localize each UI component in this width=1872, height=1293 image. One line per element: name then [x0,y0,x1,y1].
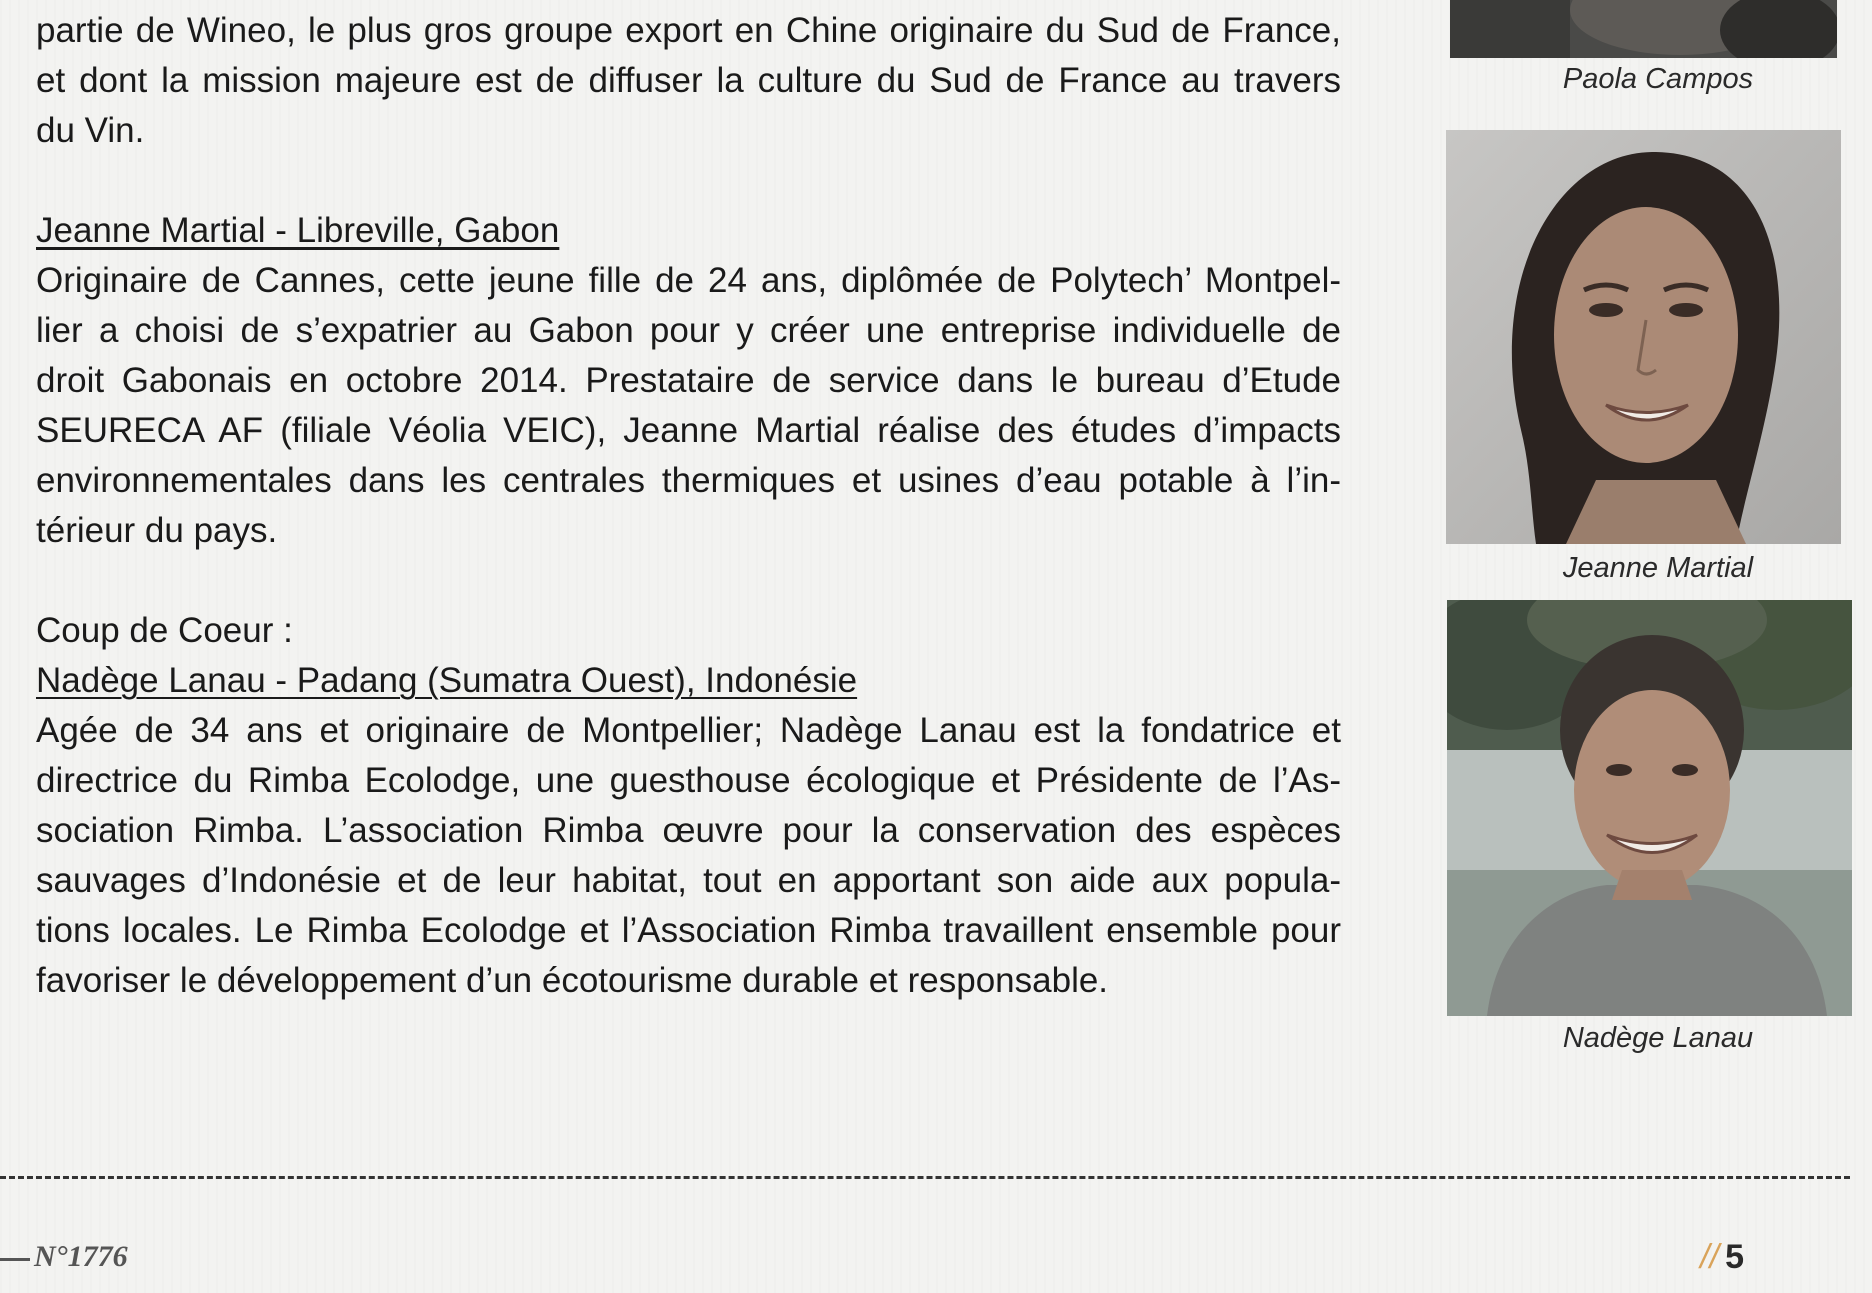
nadege-caption: Nadège Lanau [1562,1022,1754,1054]
text-line: sauvages d’Indonésie et de leur habitat, tout en apportant son aide aux popula- [36,861,1341,900]
article-body [36,6,1341,1006]
text-line: SEURECA AF (filiale Véolia VEIC), Jeanne Martial réalise des études d’impacts [36,411,1341,450]
nadege-section [36,606,1341,1006]
nadege-lanau-photo [1447,600,1852,1016]
coup-de-coeur-label: Coup de Coeur : [36,611,293,650]
jeanne-section [36,206,1341,556]
text-line: Agée de 34 ans et originaire de Montpellier; Nadège Lanau est la fondatrice et [36,711,1341,750]
paola-caption: Paola Campos [1562,63,1754,95]
text-line: du Vin. [36,111,145,150]
issue-number [0,1240,128,1274]
text-line: directrice du Rimba Ecolodge, une guesthouse écologique et Présidente de l’As- [36,761,1341,800]
paola-campos-photo [1450,0,1837,58]
intro-paragraph [36,6,1341,156]
slashes-ornament: // [1700,1238,1720,1276]
jeanne-martial-photo [1446,130,1841,544]
text-line: Originaire de Cannes, cette jeune fille de 24 ans, diplômée de Polytech’ Montpel- [36,261,1341,300]
text-line: favoriser le développement d’un écotourisme durable et responsable. [36,961,1109,1000]
page-number-text: 5 [1725,1238,1744,1276]
jeanne-heading: Jeanne Martial - Libreville, Gabon [36,211,560,250]
issue-number-text: N°1776 [34,1240,128,1273]
text-line: térieur du pays. [36,511,278,550]
text-line: environnementales dans les centrales thermiques et usines d’eau potable à l’in- [36,461,1341,500]
text-line: partie de Wineo, le plus gros groupe export en Chine originaire du Sud de France, [36,11,1341,50]
text-line: et dont la mission majeure est de diffuser la culture du Sud de France au travers [36,61,1341,100]
jeanne-caption: Jeanne Martial [1562,552,1754,584]
text-line: sociation Rimba. L’association Rimba œuvre pour la conservation des espèces [36,811,1341,850]
footer-divider [0,1176,1850,1179]
text-line: droit Gabonais en octobre 2014. Prestataire de service dans le bureau d’Etude [36,361,1341,400]
text-line: tions locales. Le Rimba Ecolodge et l’Association Rimba travaillent ensemble pour [36,911,1341,950]
nadege-heading: Nadège Lanau - Padang (Sumatra Ouest), Indonésie [36,661,858,700]
page-number [1700,1238,1744,1277]
text-line: lier a choisi de s’expatrier au Gabon pour y créer une entreprise individuelle de [36,311,1341,350]
